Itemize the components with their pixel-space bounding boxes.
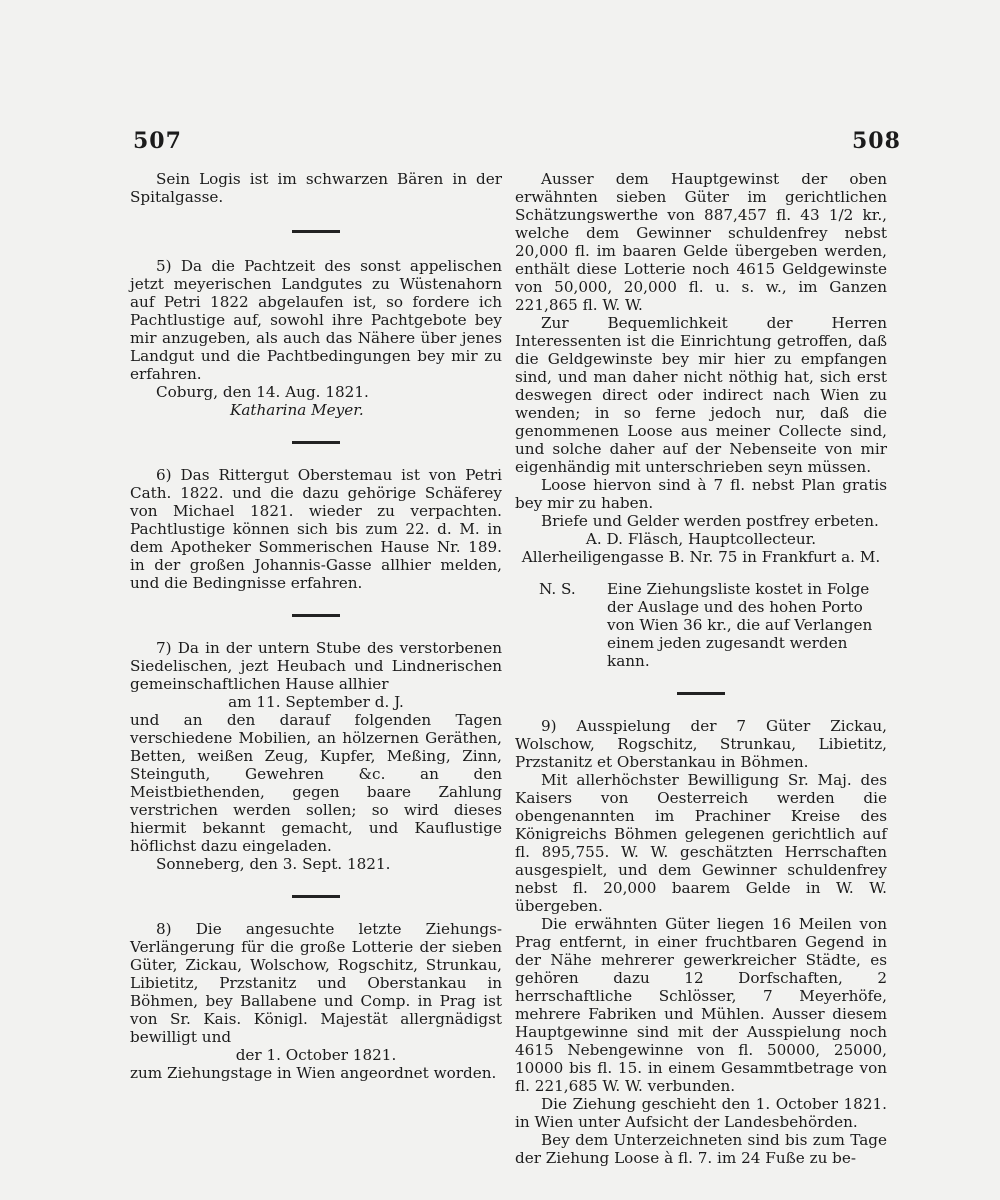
postscript-text: Eine Ziehungsliste kostet in Folge der Auslage und des hohen Porto von Wien 36 kr., die auf Verlangen einem jeden zugesandt werden kann.	[607, 580, 873, 670]
notice-7-place-date: Sonneberg, den 3. Sept. 1821.	[156, 855, 391, 873]
notice-9-drawing-text: Die Ziehung geschieht den 1. October 1821. in Wien unter Aufsicht der Landesbehörden.	[515, 1095, 887, 1131]
notice-6-text: 6) Das Rittergut Oberstemau ist von Petri Cath. 1822. und die dazu gehörige Schäferey von Michael 1821. wieder zu verpachten. Pachtlustige können sich bis zum 22. d. M. in dem Apotheker Sommerischen Hause Nr. 189. in der großen Johannis-Gasse allhier melden, und die Bedingnisse erfahren.	[130, 466, 502, 592]
notice-5-date: Coburg, den 14. Aug. 1821.	[156, 383, 369, 401]
notice-5-text: 5) Da die Pachtzeit des sonst appelischen jetzt meyerischen Landgutes zu Wüstenahorn auf Petri 1822 abgelaufen ist, so fordere ich Pachtlustige auf, sowohl ihre Pachtgebote bey mir anzugeben, als auch das Nähere über jenes Landgut und die Pachtbedingungen bey mir zu erfahren.	[130, 257, 502, 383]
lottery-convenience-text: Zur Bequemlichkeit der Herren Interessenten ist die Einrichtung getroffen, daß die Geldgewinste bey mir hier zu empfangen sind, und man daher nicht nöthig hat, sich erst deswegen direct oder indirect nach Wien zu wenden; in so ferne jedoch nur, daß die genommenen Loose aus meiner Collecte sind, und solche daher auf der Nebenseite von mir eigenhändig mit unterschrieben seyn müssen.	[515, 314, 887, 476]
notice-9-estates-text: Die erwähnten Güter liegen 16 Meilen von Prag entfernt, in einer fruchtbaren Gegend in der Nähe mehrerer gewerkreicher Städte, es gehören dazu 12 Dorfschaften, 2 herrschaftliche Schlösser, 7 Meyerhöfe, mehrere Fabriken und Mühlen. Ausser diesem Hauptgewinne sind mit der Ausspielung noch 4615 Nebengewinne von fl. 50000, 25000, 10000 bis fl. 15. in einem Gesammtbetrage von fl. 221,685 W. W. verbunden.	[515, 915, 887, 1095]
lottery-prize-text: Ausser dem Hauptgewinst der oben erwähnten sieben Güter im gerichtlichen Schätzungswerthe von 887,457 fl. 43 1/2 kr., welche dem Gewinner schuldenfrey nebst 20,000 fl. im baaren Gelde übergeben werden, enthält diese Lotterie noch 4615 Geldgewinste von 50,000, 20,000 fl. u. s. w., im Ganzen 221,865 fl. W. W.	[515, 170, 887, 314]
collector-signature: A. D. Fläsch, Hauptcollecteur.	[585, 530, 817, 548]
postscript	[539, 580, 887, 670]
lottery-postage-text: Briefe und Gelder werden postfrey erbeten.	[541, 512, 879, 530]
notice-9-text: Mit allerhöchster Bewilligung Sr. Maj. des Kaisers von Oesterreich werden die obengenannten im Prachiner Kreise des Königreichs Böhmen gelegenen gerichtlich auf fl. 895,755. W. W. geschätzten Herrschaften ausgespielt, und dem Gewinner schuldenfrey nebst fl. 20,000 baarem Gelde in W. W. übergeben.	[515, 771, 887, 915]
notice-9-title: 9) Ausspielung der 7 Güter Zickau, Wolschow, Rogschitz, Strunkau, Libietitz, Przstanitz et Oberstankau in Böhmen.	[515, 717, 887, 771]
lottery-price-text: Loose hiervon sind à 7 fl. nebst Plan gratis bey mir zu haben.	[515, 476, 887, 512]
page-number-right: 508	[852, 128, 901, 154]
notice-9-tickets-text: Bey dem Unterzeichneten sind bis zum Tage der Ziehung Loose à fl. 7. im 24 Fuße zu be-	[515, 1131, 887, 1167]
logis-notice: Sein Logis ist im schwarzen Bären in der Spitalgasse.	[130, 170, 502, 206]
collector-address: Allerheiligengasse B. Nr. 75 in Frankfurt a. M.	[521, 548, 881, 566]
notice-8-date: der 1. October 1821.	[235, 1046, 397, 1064]
postscript-label: N. S.	[539, 580, 576, 598]
notice-7-text-continued: und an den darauf folgenden Tagen verschiedene Mobilien, an hölzernen Geräthen, Betten, weißen Zeug, Kupfer, Meßing, Zinn, Steinguth, Gewehren &c. an den Meistbiethenden, gegen baare Zahlung verstrichen werden sollen; so wird dieses hiermit bekannt gemacht, und Kauflustige höflichst dazu eingeladen.	[130, 711, 502, 855]
notice-7-text: 7) Da in der untern Stube des verstorbenen Siedelischen, jezt Heubach und Lindnerischen gemeinschaftlichen Hause allhier	[130, 639, 502, 693]
notice-5-signature: Katharina Meyer.	[230, 401, 364, 419]
notice-7-date: am 11. September d. J.	[228, 693, 404, 711]
left-column	[130, 170, 502, 1082]
notice-8-end: zum Ziehungstage in Wien angeordnet worden.	[130, 1064, 497, 1082]
page-number-left: 507	[133, 128, 182, 154]
right-column	[515, 170, 887, 1167]
notice-8-text: 8) Die angesuchte letzte Ziehungs-Verlängerung für die große Lotterie der sieben Güter, Zickau, Wolschow, Rogschitz, Strunkau, Libietitz, Przstanitz und Oberstankau in Böhmen, bey Ballabene und Comp. in Prag ist von Sr. Kais. Königl. Majestät allergnädigst bewilligt und	[130, 920, 502, 1046]
